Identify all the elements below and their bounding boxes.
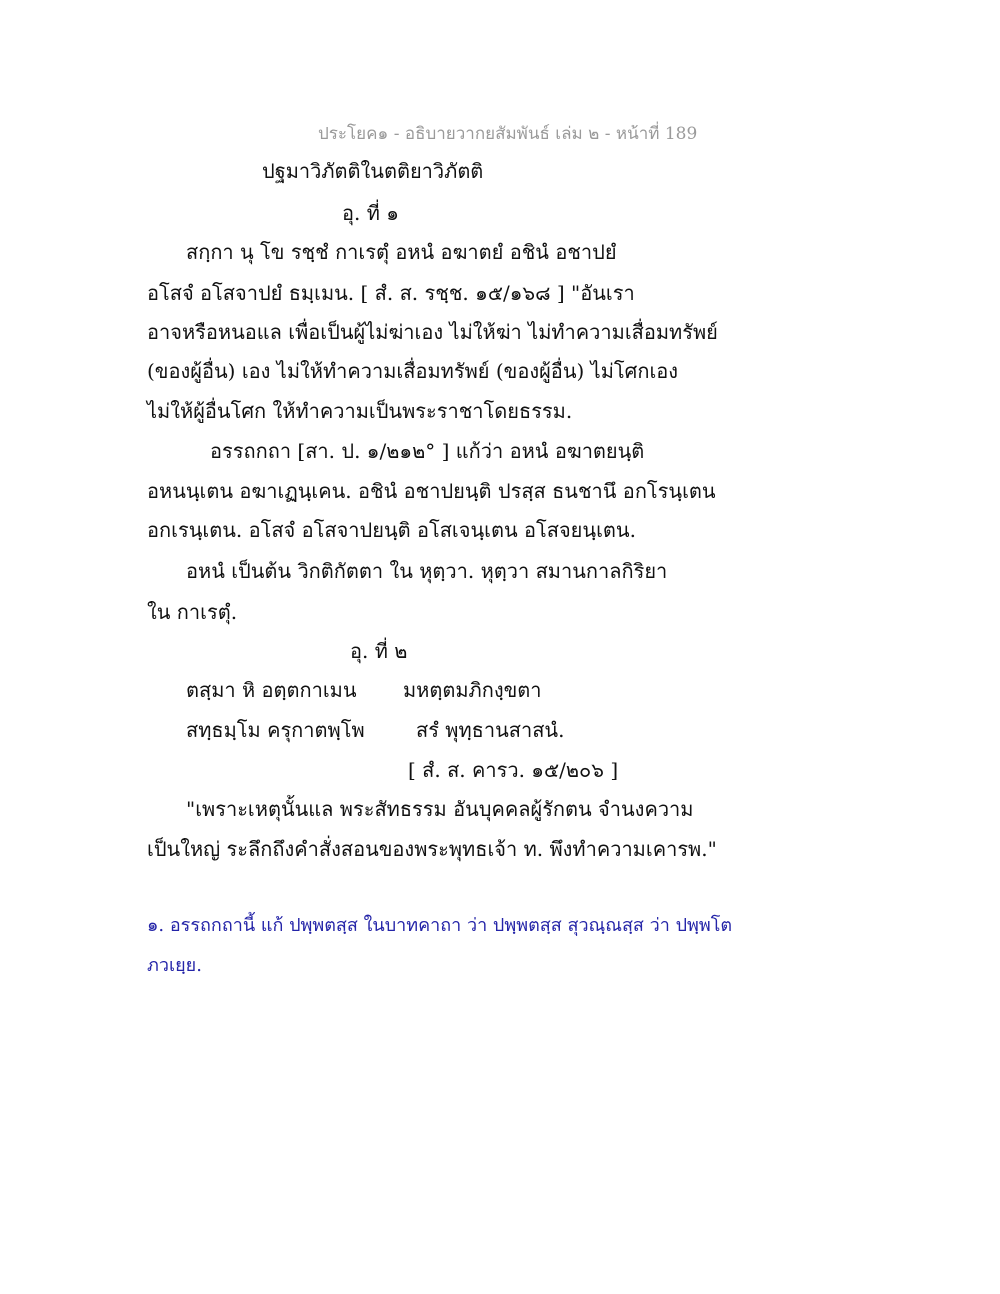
example-1-line-2: อโสจํ อโสจาปยํ ธมฺเมน. [ สํ. ส. รชฺช. ๑๕/๑๖๘ ] "อันเรา: [147, 281, 635, 305]
footnote-line-2: ภวเยฺย.: [147, 955, 202, 976]
example-1-line-4: (ของผู้อื่น) เอง ไม่ให้ทำความเสื่อมทรัพย์ (ของผู้อื่น) ไม่โศกเอง: [147, 359, 679, 383]
translation-line-2: เป็นใหญ่ ระลึกถึงคำสั่งสอนของพระพุทธเจ้า ท. พึงทำความเคารพ.": [147, 837, 717, 861]
verse-2-left: สทฺธมฺโม ครุกาตพฺโพ: [186, 718, 365, 742]
verse-reference: [ สํ. ส. คารว. ๑๕/๒๐๖ ]: [408, 758, 619, 782]
verse-2-right: สรํ พุทฺธานสาสนํ.: [416, 718, 565, 742]
commentary-line-3: อกเรนฺเตน. อโสจํ อโสจาปยนฺติ อโสเจนฺเตน อโสจยนฺเตน.: [147, 518, 636, 542]
example-1-label: อุ. ที่ ๑: [342, 201, 399, 225]
commentary-line-2: อหนนฺเตน อฆาเฏนฺเคน. อชินํ อชาปยนฺติ ปรสฺส ธนชานึ อกโรนฺเตน: [147, 479, 716, 503]
commentary-line-1: อรรถกถา [สา. ป. ๑/๒๑๒° ] แก้ว่า อหนํ อฆาตยนฺติ: [210, 439, 645, 463]
running-head: ประโยค๑ - อธิบายวากยสัมพันธ์ เล่ม ๒ - หน้าที่ 189: [318, 124, 698, 144]
example-1-line-3: อาจหรือหนอแล เพื่อเป็นผู้ไม่ฆ่าเอง ไม่ให้ฆ่า ไม่ทำความเสื่อมทรัพย์: [147, 320, 718, 344]
example-1-line-1: สกฺกา นุ โข รชฺชํ กาเรตุํ อหนํ อฆาตยํ อชินํ อชาปยํ: [186, 240, 617, 264]
example-1-line-5: ไม่ให้ผู้อื่นโศก ให้ทำความเป็นพระราชาโดยธรรม.: [147, 399, 573, 423]
section-title: ปฐมาวิภัตติในตติยาวิภัตติ: [262, 159, 484, 183]
analysis-line-1: อหนํ เป็นต้น วิกติกัตตา ใน หุตฺวา. หุตฺวา สมานกาลกิริยา: [186, 559, 668, 583]
analysis-line-2: ใน กาเรตุํ.: [147, 600, 238, 624]
translation-line-1: "เพราะเหตุนั้นแล พระสัทธรรม อันบุคคลผู้รักตน จำนงความ: [186, 797, 694, 821]
footnote-line-1: ๑. อรรถกถานี้ แก้ ปพฺพตสฺส ในบาทคาถา ว่า ปพฺพตสฺส สุวณฺณสฺส ว่า ปพฺพโต: [147, 915, 733, 936]
verse-1-left: ตสฺมา หิ อตฺตกาเมน: [186, 678, 357, 702]
example-2-label: อุ. ที่ ๒: [350, 639, 408, 663]
verse-1-right: มหตฺตมภิกงฺขตา: [403, 678, 542, 702]
